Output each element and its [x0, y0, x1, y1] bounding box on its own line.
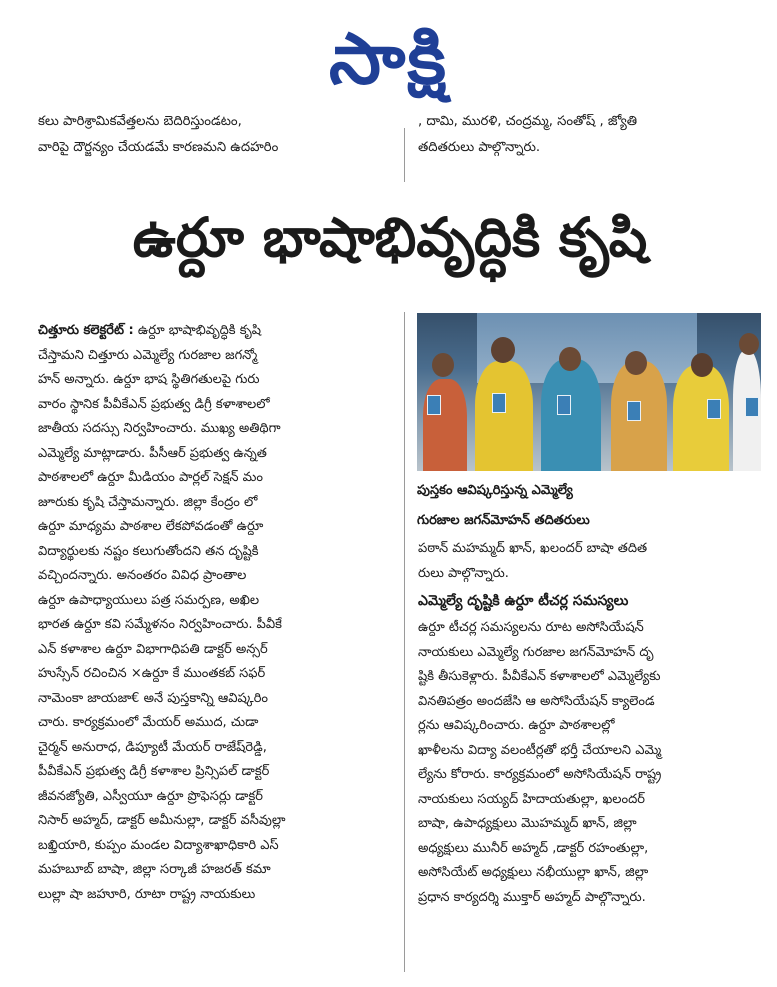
article-line: నాయకులు ఎమ్మెల్యే గురజాల జగన్‌మోహన్ దృ: [418, 644, 654, 660]
article-line: భారత ఉర్దూ కవి సమ్మేళనం నిర్వహించారు. పీవీకే: [38, 617, 282, 632]
previous-story-line: వారిపై దౌర్జన్యం చేయడమే కారణమని ఉదహరిం: [38, 140, 279, 155]
article-subhead: ఎమ్మెల్యే దృష్టికి ఉర్దూ టీచర్ల సమస్యలు: [418, 593, 629, 609]
article-line: నిసార్ అహ్మద్, డాక్టర్ అమీనుల్లా, డాక్టర్ వసీవుల్లా: [38, 813, 286, 828]
book-icon: [427, 395, 441, 415]
article-headline: ఉర్దూ భాషాభివృద్ధికి కృషి: [132, 206, 648, 269]
photo-caption-line: పుస్తకం ఆవిష్కరిస్తున్న ఎమ్మెల్యే: [417, 483, 573, 498]
previous-story-right: [418, 114, 763, 178]
column-divider: [404, 128, 405, 182]
photo-person-head: [559, 347, 581, 371]
article-line: ఎన్ కళాశాల ఉర్దూ విభాగాధిపతి డాక్టర్ అన్సర్: [38, 641, 268, 657]
article-line: ర్లను ఆవిష్కరించారు. ఉర్దూ పాఠశాలల్లో: [418, 718, 615, 733]
article-line: వచ్చిందన్నారు. అనంతరం వివిధ ప్రాంతాల: [38, 568, 247, 583]
article-line: [38, 319, 392, 344]
book-icon: [745, 397, 759, 417]
article-line: ప్రధాన కార్యదర్శి ముక్తార్ అహ్మద్ పాల్గొన్నారు.: [418, 889, 646, 905]
article-line: బాషా, ఉపాధ్యక్షులు మొహమ్మద్ ఖాన్, జిల్లా: [418, 816, 637, 831]
article-line: ఖాళీలను విద్యా వలంటీర్లతో భర్తీ చేయాలని ఎమ్మె: [418, 742, 662, 758]
article-line: రులు పాల్గొన్నారు.: [418, 565, 509, 581]
article-line: జూరుకు కృషి చేస్తామన్నారు. జిల్లా కేంద్రం లో: [38, 494, 258, 510]
article-line: బఖ్తియారి, కుప్పం మండల విద్యాశాఖాధికారి ఎస్: [38, 837, 279, 853]
book-icon: [707, 399, 721, 419]
article-line-text: ఉర్దూ భాషాభివృద్ధికి కృషి: [137, 323, 261, 338]
article-line: నాయకులు సయ్యద్ హిదాయతుల్లా, ఖలందర్: [418, 791, 645, 807]
photo-person-head: [491, 337, 515, 363]
photo-caption: [417, 476, 761, 536]
newspaper-logo: సాక్షి: [329, 18, 448, 100]
photo-person-head: [691, 353, 713, 377]
masthead: [0, 0, 777, 118]
article-line: ఉర్దూ టీచర్ల సమస్యలను రూట అసోసియేషన్: [418, 620, 644, 635]
article-line: ఉర్దూ మాధ్యమ పాఠశాల లేకపోవడంతో ఉర్దూ: [38, 519, 264, 534]
article-line: హన్ అన్నారు. ఉర్దూ భాష స్థితిగతులపై గురు: [38, 372, 260, 387]
article-line: పాఠశాలలో ఉర్దూ మీడియం పార్లల్ సెక్షన్ మం: [38, 470, 263, 485]
article-line: వారం స్థానిక పీవీకేఎన్ ప్రభుత్వ డిగ్రీ కళాశాలలో: [38, 396, 270, 412]
article-line: లుల్లా షా జహూరి, రూటా రాష్ట్ర నాయకులు: [38, 886, 256, 902]
article-line: పీవీకేఎన్ ప్రభుత్వ డిగ్రీ కళాశాల ప్రిన్సిపల్ డాక్టర్: [38, 764, 270, 779]
article-line: జీవనజ్యోతి, ఎస్వీయూ ఉర్దూ ప్రొఫెసర్లు డాక్టర్: [38, 788, 264, 804]
article-line: చేస్తామని చిత్తూరు ఎమ్మెల్యే గురజాల జగన్మో: [38, 347, 258, 363]
book-icon: [627, 401, 641, 421]
previous-story-line: , దామి, మురళి, చంద్రమ్మ, సంతోష్ , జ్యోతి: [418, 114, 638, 129]
article-line: అసోసియేట్ అధ్యక్షులు నభీయుల్లా ఖాన్, జిల్లా: [418, 865, 649, 880]
article-line: ష్టికి తీసుకెళ్లారు. పీవీకేఎన్ కళాశాలలో ఎమ్మెల్యేకు: [418, 669, 661, 684]
article-line: నామెంకా జాయజా€ అనే పుస్తకాన్ని ఆవిష్కరిం: [38, 690, 268, 706]
article-line: చారు. కార్యక్రమంలో మేయర్ అముద, చుడా: [38, 715, 259, 730]
photo-caption-line: గురజాల జగన్‌మోహన్ తదితరులు: [417, 513, 590, 528]
article-left-column: [38, 319, 392, 907]
news-photo: [417, 313, 761, 471]
previous-story-line: కలు పారిశ్రామికవేత్తలను బెదిరిస్తుండటం,: [38, 114, 242, 129]
photo-person: [423, 379, 467, 471]
photo-person: [541, 359, 601, 471]
book-icon: [492, 393, 506, 413]
photo-person-head: [432, 353, 454, 377]
book-icon: [557, 395, 571, 415]
article-line: పఠాన్ మహమ్మద్ ఖాన్, ఖలందర్ బాషా తదిత: [418, 541, 648, 556]
photo-person-head: [739, 333, 759, 355]
article-right-column: [418, 537, 764, 910]
column-divider: [404, 312, 405, 972]
article-line: విద్యార్థులకు నష్టం కలుగుతోందని తన దృష్టికి: [38, 543, 259, 559]
article-line: ఎమ్మెల్యే మాట్లాడారు. పీసీఆర్ ప్రభుత్వ ఉన్నత: [38, 445, 267, 461]
photo-person: [475, 361, 533, 471]
article-line: ఉర్దూ ఉపాధ్యాయులు పత్ర సమర్పణ, అఖిల: [38, 592, 260, 608]
article-line: మహబూబ్ బాషా, జిల్లా సర్కాజీ హజరత్ కమా: [38, 862, 271, 877]
article-line: చైర్మన్ అనురాధ, డిప్యూటీ మేయర్ రాజేష్‌రెడ్డి,: [38, 739, 267, 755]
article-line: ల్యేను కోరారు. కార్యక్రమంలో అసోసియేషన్ రాష్ట్ర: [418, 767, 662, 782]
previous-story-left: [38, 114, 390, 178]
article-line: అధ్యక్షులు మునీర్ అహ్మద్ ,డాక్టర్ రహంతుల్లా,: [418, 840, 649, 856]
article-line: జాతీయ సదస్సు నిర్వహించారు. ముఖ్య అతిథిగా: [38, 421, 281, 436]
article-line: హుస్సేన్ రచించిన ×ఉర్దూ కే ముంతకబ్ సఫర్: [38, 666, 266, 681]
previous-story-line: తదితరులు పాల్గొన్నారు.: [418, 140, 541, 155]
photo-person-head: [625, 351, 647, 375]
article-line: వినతిపత్రం అందజేసి ఆ అసోసియేషన్ క్యాలెండ: [418, 693, 655, 709]
dateline: చిత్తూరు కలెక్టరేట్ :: [38, 323, 134, 338]
